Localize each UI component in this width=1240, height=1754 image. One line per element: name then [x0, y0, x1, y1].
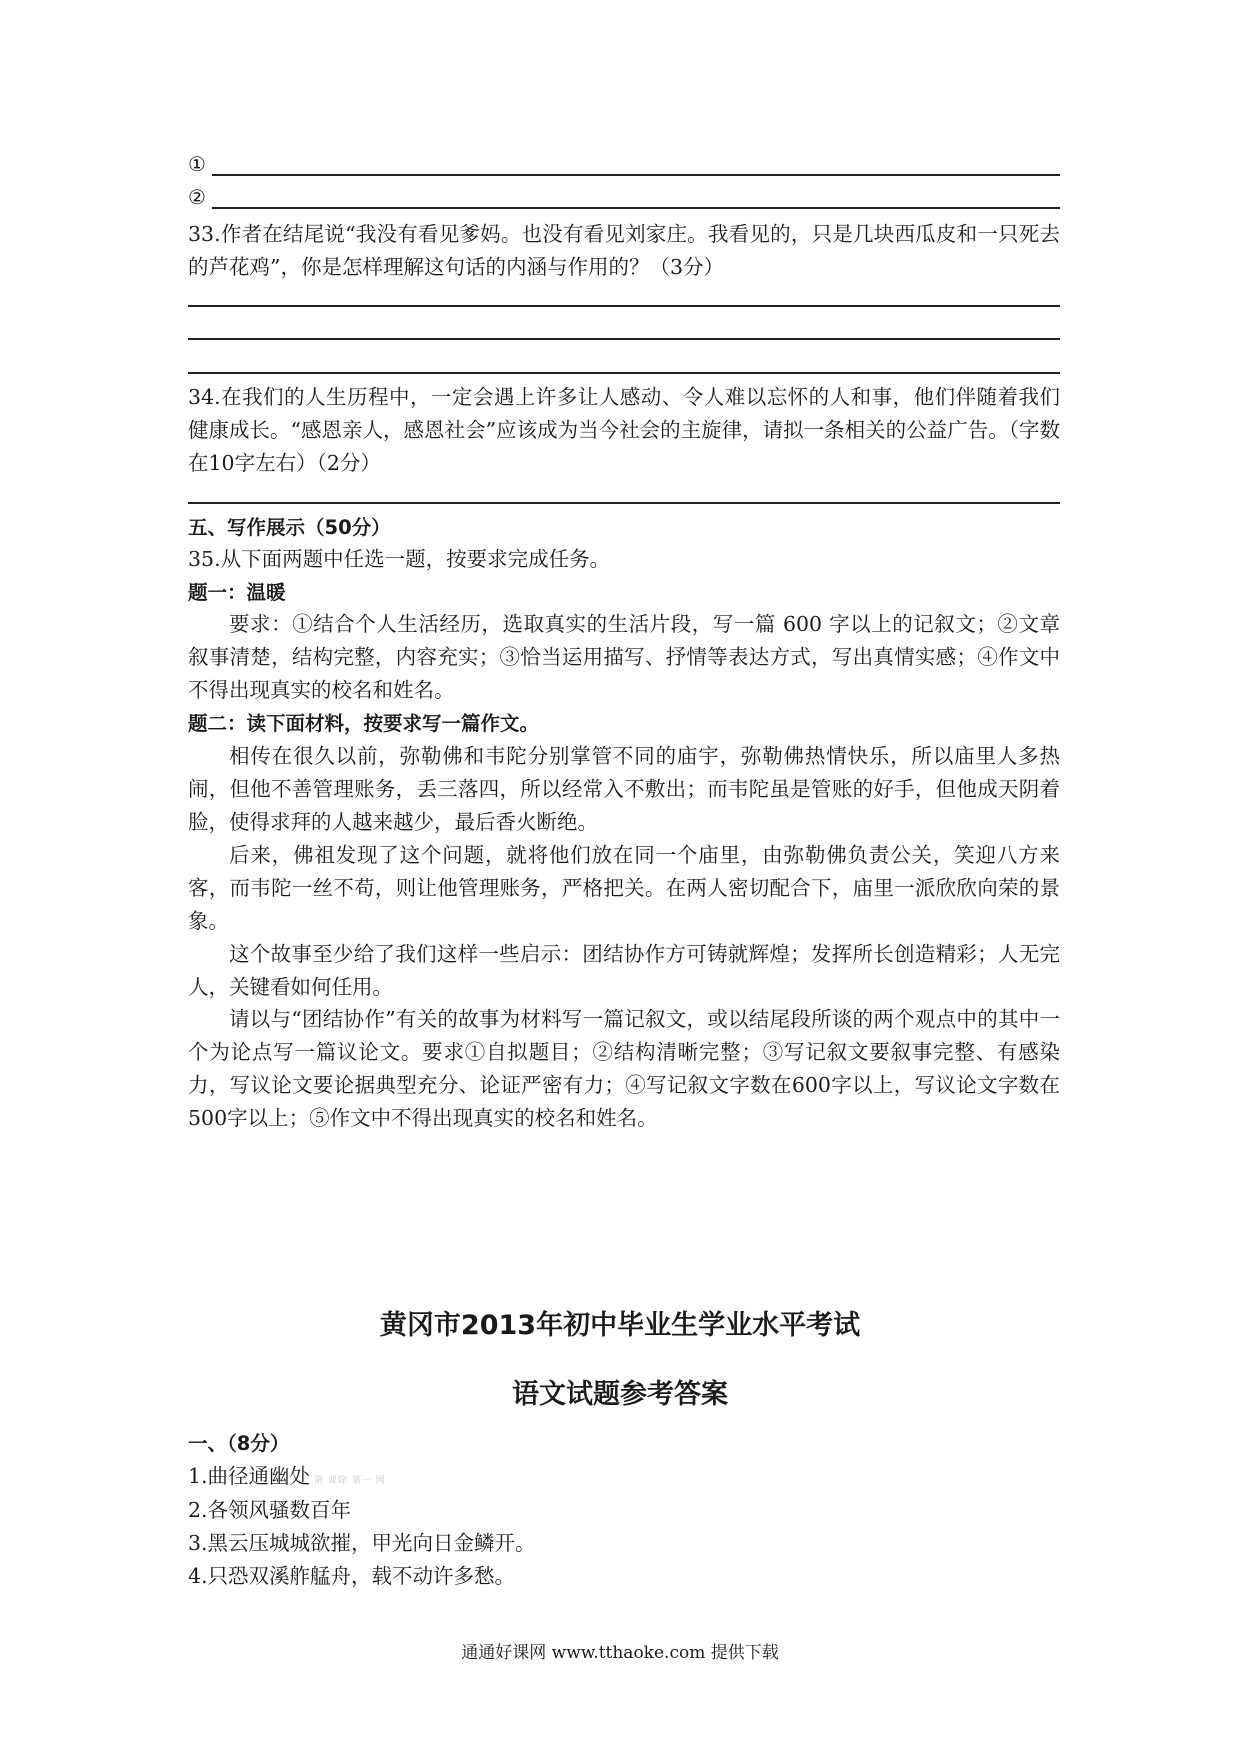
answer-3: 3.黑云压城城欲摧，甲光向日金鳞开。: [188, 1531, 536, 1555]
answer-line-1-marker: ①: [188, 152, 206, 176]
q33-answer-line-2: [188, 338, 1060, 340]
answer-2: 2.各领风骚数百年: [188, 1498, 352, 1522]
answer-key-subtitle: 语文试题参考答案: [512, 1379, 728, 1410]
question-34: 34.在我们的人生历程中，一定会遇上许多让人感动、令人难以忘怀的人和事，他们伴随着我们健康成长。“感恩亲人，感恩社会”应该成为当今社会的主旋律，请拟一条相关的公益广告。（字数在10字左右）（2分）: [188, 385, 1060, 475]
topic-1-title: 题一：温暖: [188, 581, 286, 604]
answer-1: [188, 1460, 1060, 1498]
topic-2-title: 题二：读下面材料，按要求写一篇作文。: [188, 712, 540, 735]
answer-4: 4.只恐双溪舴艋舟，载不动许多愁。: [188, 1564, 516, 1588]
topic-1-requirements: 要求：①结合个人生活经历，选取真实的生活片段，写一篇 600 字以上的记叙文；②文章叙事清楚，结构完整，内容充实；③恰当运用描写、抒情等表达方式，写出真情实感；④作文中不得出现真实的校名和姓名。: [188, 612, 1060, 702]
answer-line-2: [188, 181, 1060, 211]
answer-1-text: 1.曲径通幽处: [188, 1464, 311, 1488]
answer-line-2-marker: ②: [188, 185, 206, 209]
question-35: 35.从下面两题中任选一题，按要求完成任务。: [188, 547, 611, 571]
answer-line-1: [188, 148, 1060, 178]
q33-answer-line-3: [188, 372, 1060, 374]
q33-answer-line-1: [188, 305, 1060, 307]
answer-part-1-heading: 一、（8分）: [188, 1432, 290, 1455]
question-33: 33.作者在结尾说“我没有看见爹妈。也没有看见刘家庄。我看见的，只是几块西瓜皮和一只死去的芦花鸡”，你是怎样理解这句话的内涵与作用的？（3分）: [188, 222, 1060, 279]
answer-line-1-rule: [212, 174, 1060, 176]
topic-2-paragraph-4: 请以与“团结协作”有关的故事为材料写一篇记叙文，或以结尾段所谈的两个观点中的其中一个为论点写一篇议论文。要求①自拟题目；②结构清晰完整；③写记叙文要叙事完整、有感染力，写议论文要论据典型充分、论证严密有力；④写记叙文字数在600字以上，写议论文字数在500字以上；⑤作文中不得出现真实的校名和姓名。: [188, 1007, 1060, 1130]
topic-2-paragraph-2: 后来，佛祖发现了这个问题，就将他们放在同一个庙里，由弥勒佛负责公关，笑迎八方来客，而韦陀一丝不苟，则让他管理账务，严格把关。在两人密切配合下，庙里一派欣欣向荣的景象。: [188, 843, 1060, 933]
section-5-heading: 五、写作展示（50分）: [188, 516, 391, 539]
topic-2-paragraph-1: 相传在很久以前，弥勒佛和韦陀分别掌管不同的庙宇，弥勒佛热情快乐，所以庙里人多热闹，但他不善管理账务，丢三落四，所以经常入不敷出；而韦陀虽是管账的好手，但他成天阴着脸，使得求拜的人越来越少，最后香火断绝。: [188, 744, 1060, 834]
page-footer: 通通好课网 www.tthaoke.com 提供下载: [461, 1643, 779, 1663]
topic-2-paragraph-3: 这个故事至少给了我们这样一些启示：团结协作方可铸就辉煌；发挥所长创造精彩；人无完人，关键看如何任用。: [188, 942, 1060, 999]
answer-1-watermark: 第 课除 第一 网: [314, 1476, 386, 1486]
q34-answer-line: [188, 502, 1060, 504]
answer-key-title: 黄冈市2013年初中毕业生学业水平考试: [379, 1310, 861, 1341]
answer-line-2-rule: [212, 207, 1060, 209]
